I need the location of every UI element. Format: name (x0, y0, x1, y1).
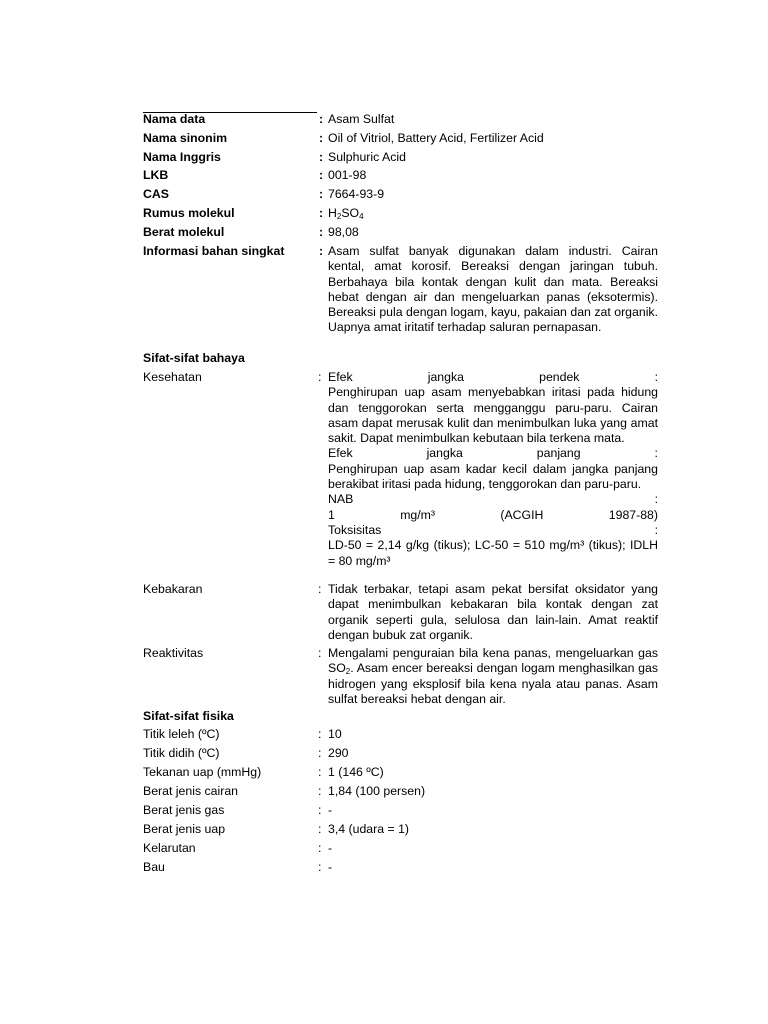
text-efek-panjang: Penghirupan uap asam kadar kecil dalam jangka panjang berakibat iritasi pada hidung, tenggorokan dan paru-paru. (328, 461, 658, 492)
colon: : (319, 112, 324, 126)
colon: : (318, 784, 322, 798)
value-nama-inggris: Sulphuric Acid (328, 150, 406, 164)
value-cas: 7664-93-9 (328, 187, 385, 201)
label-rumus-molekul: Rumus molekul (143, 206, 235, 220)
colon: : (318, 860, 322, 874)
fisika-label: Kelarutan (143, 841, 196, 855)
text-nab: 1 mg/m³ (ACGIH 1987-88) (328, 507, 658, 522)
value-kebakaran: Tidak terbakar, tetapi asam pekat bersifat oksidator yang dapat menimbulkan kebakaran bila kontak dengan zat organik seperti gula, selulosa dan lain-lain. Amat reaktif dengan bubuk zat organik. (328, 582, 658, 642)
value-kesehatan (328, 370, 658, 569)
colon: : (319, 206, 324, 220)
label-informasi: Informasi bahan singkat (143, 244, 285, 258)
colon: : (318, 765, 322, 779)
colon: : (318, 746, 322, 760)
colon: : (318, 370, 322, 384)
fisika-label: Berat jenis cairan (143, 784, 239, 798)
fisika-value: - (328, 803, 333, 817)
value-nama-data: Asam Sulfat (328, 112, 395, 126)
colon: : (318, 803, 322, 817)
label-nama-data: Nama data (143, 112, 206, 126)
label-berat-molekul: Berat molekul (143, 225, 225, 239)
label-lkb: LKB (143, 168, 169, 182)
label-cas: CAS (143, 187, 169, 201)
fisika-value: 290 (328, 746, 349, 760)
colon: : (318, 646, 322, 660)
colon: : (318, 582, 322, 596)
label-nama-inggris: Nama Inggris (143, 150, 221, 164)
fisika-value: 10 (328, 727, 342, 741)
value-informasi: Asam sulfat banyak digunakan dalam industri. Cairan kental, amat korosif. Bereaksi dengan jaringan tubuh. Berbahaya bila kontak dengan kulit dan mata. Bereaksi hebat dengan air dan mengeluarkan panas (eksotermis). Bereaksi pula dengan logam, kayu, pakaian dan zat organik. Uapnya amat iritatif terhadap saluran pernapasan. (328, 244, 658, 335)
colon: : (318, 841, 322, 855)
colon: : (319, 187, 324, 201)
colon: : (319, 244, 324, 258)
text-efek-pendek: Penghirupan uap asam menyebabkan iritasi pada hidung dan tenggorokan serta mengganggu paru-paru. Cairan asam dapat merusak kulit dan menimbulkan luka yang amat sakit. Dapat menimbulkan kebutaan bila terkena mata. (328, 385, 658, 446)
fisika-value: - (328, 841, 333, 855)
heading-nab: NAB : (328, 492, 658, 507)
label-kesehatan: Kesehatan (143, 370, 202, 384)
fisika-value: 1 (146 ºC) (328, 765, 384, 779)
fisika-value: 1,84 (100 persen) (328, 784, 426, 798)
fisika-label: Berat jenis gas (143, 803, 225, 817)
fisika-label: Bau (143, 860, 165, 874)
colon: : (318, 727, 322, 741)
fisika-label: Titik leleh (ºC) (143, 727, 220, 741)
text-toksisitas: LD-50 = 2,14 g/kg (tikus); LC-50 = 510 mg/m³ (tikus); IDLH = 80 mg/m³ (328, 538, 658, 568)
colon: : (319, 168, 324, 182)
fisika-label: Tekanan uap (mmHg) (143, 765, 262, 779)
label-nama-sinonim: Nama sinonim (143, 131, 228, 145)
colon: : (319, 225, 324, 239)
fisika-value: - (328, 860, 333, 874)
label-reaktivitas: Reaktivitas (143, 646, 204, 660)
fisika-value: 3,4 (udara = 1) (328, 822, 410, 836)
fisika-label: Berat jenis uap (143, 822, 226, 836)
value-rumus-molekul: $H_2SO_4$ (328, 206, 364, 221)
heading-toksisitas: Toksisitas : (328, 522, 658, 537)
section-title-bahaya: Sifat-sifat bahaya (143, 351, 245, 365)
value-lkb: 001-98 (328, 168, 367, 182)
heading-efek-panjang: Efek jangka panjang : (328, 446, 658, 461)
label-kebakaran: Kebakaran (143, 582, 203, 596)
value-berat-molekul: 98,08 (328, 225, 359, 239)
value-reaktivitas: Mengalami penguraian bila kena panas, mengeluarkan gas $SO_2$. Asam encer bereaksi dengan logam menghasilkan gas hidrogen yang eksplosif bila kena nyala atau panas. Asam sulfat bereaksi hebat dengan air. (328, 646, 658, 706)
heading-efek-pendek: Efek jangka pendek : (328, 370, 658, 384)
colon: : (318, 822, 322, 836)
colon: : (319, 150, 324, 164)
value-nama-sinonim: Oil of Vitriol, Battery Acid, Fertilizer Acid (328, 131, 544, 145)
section-title-fisika: Sifat-sifat fisika (143, 709, 234, 723)
colon: : (319, 131, 324, 145)
fisika-label: Titik didih (ºC) (143, 746, 220, 760)
